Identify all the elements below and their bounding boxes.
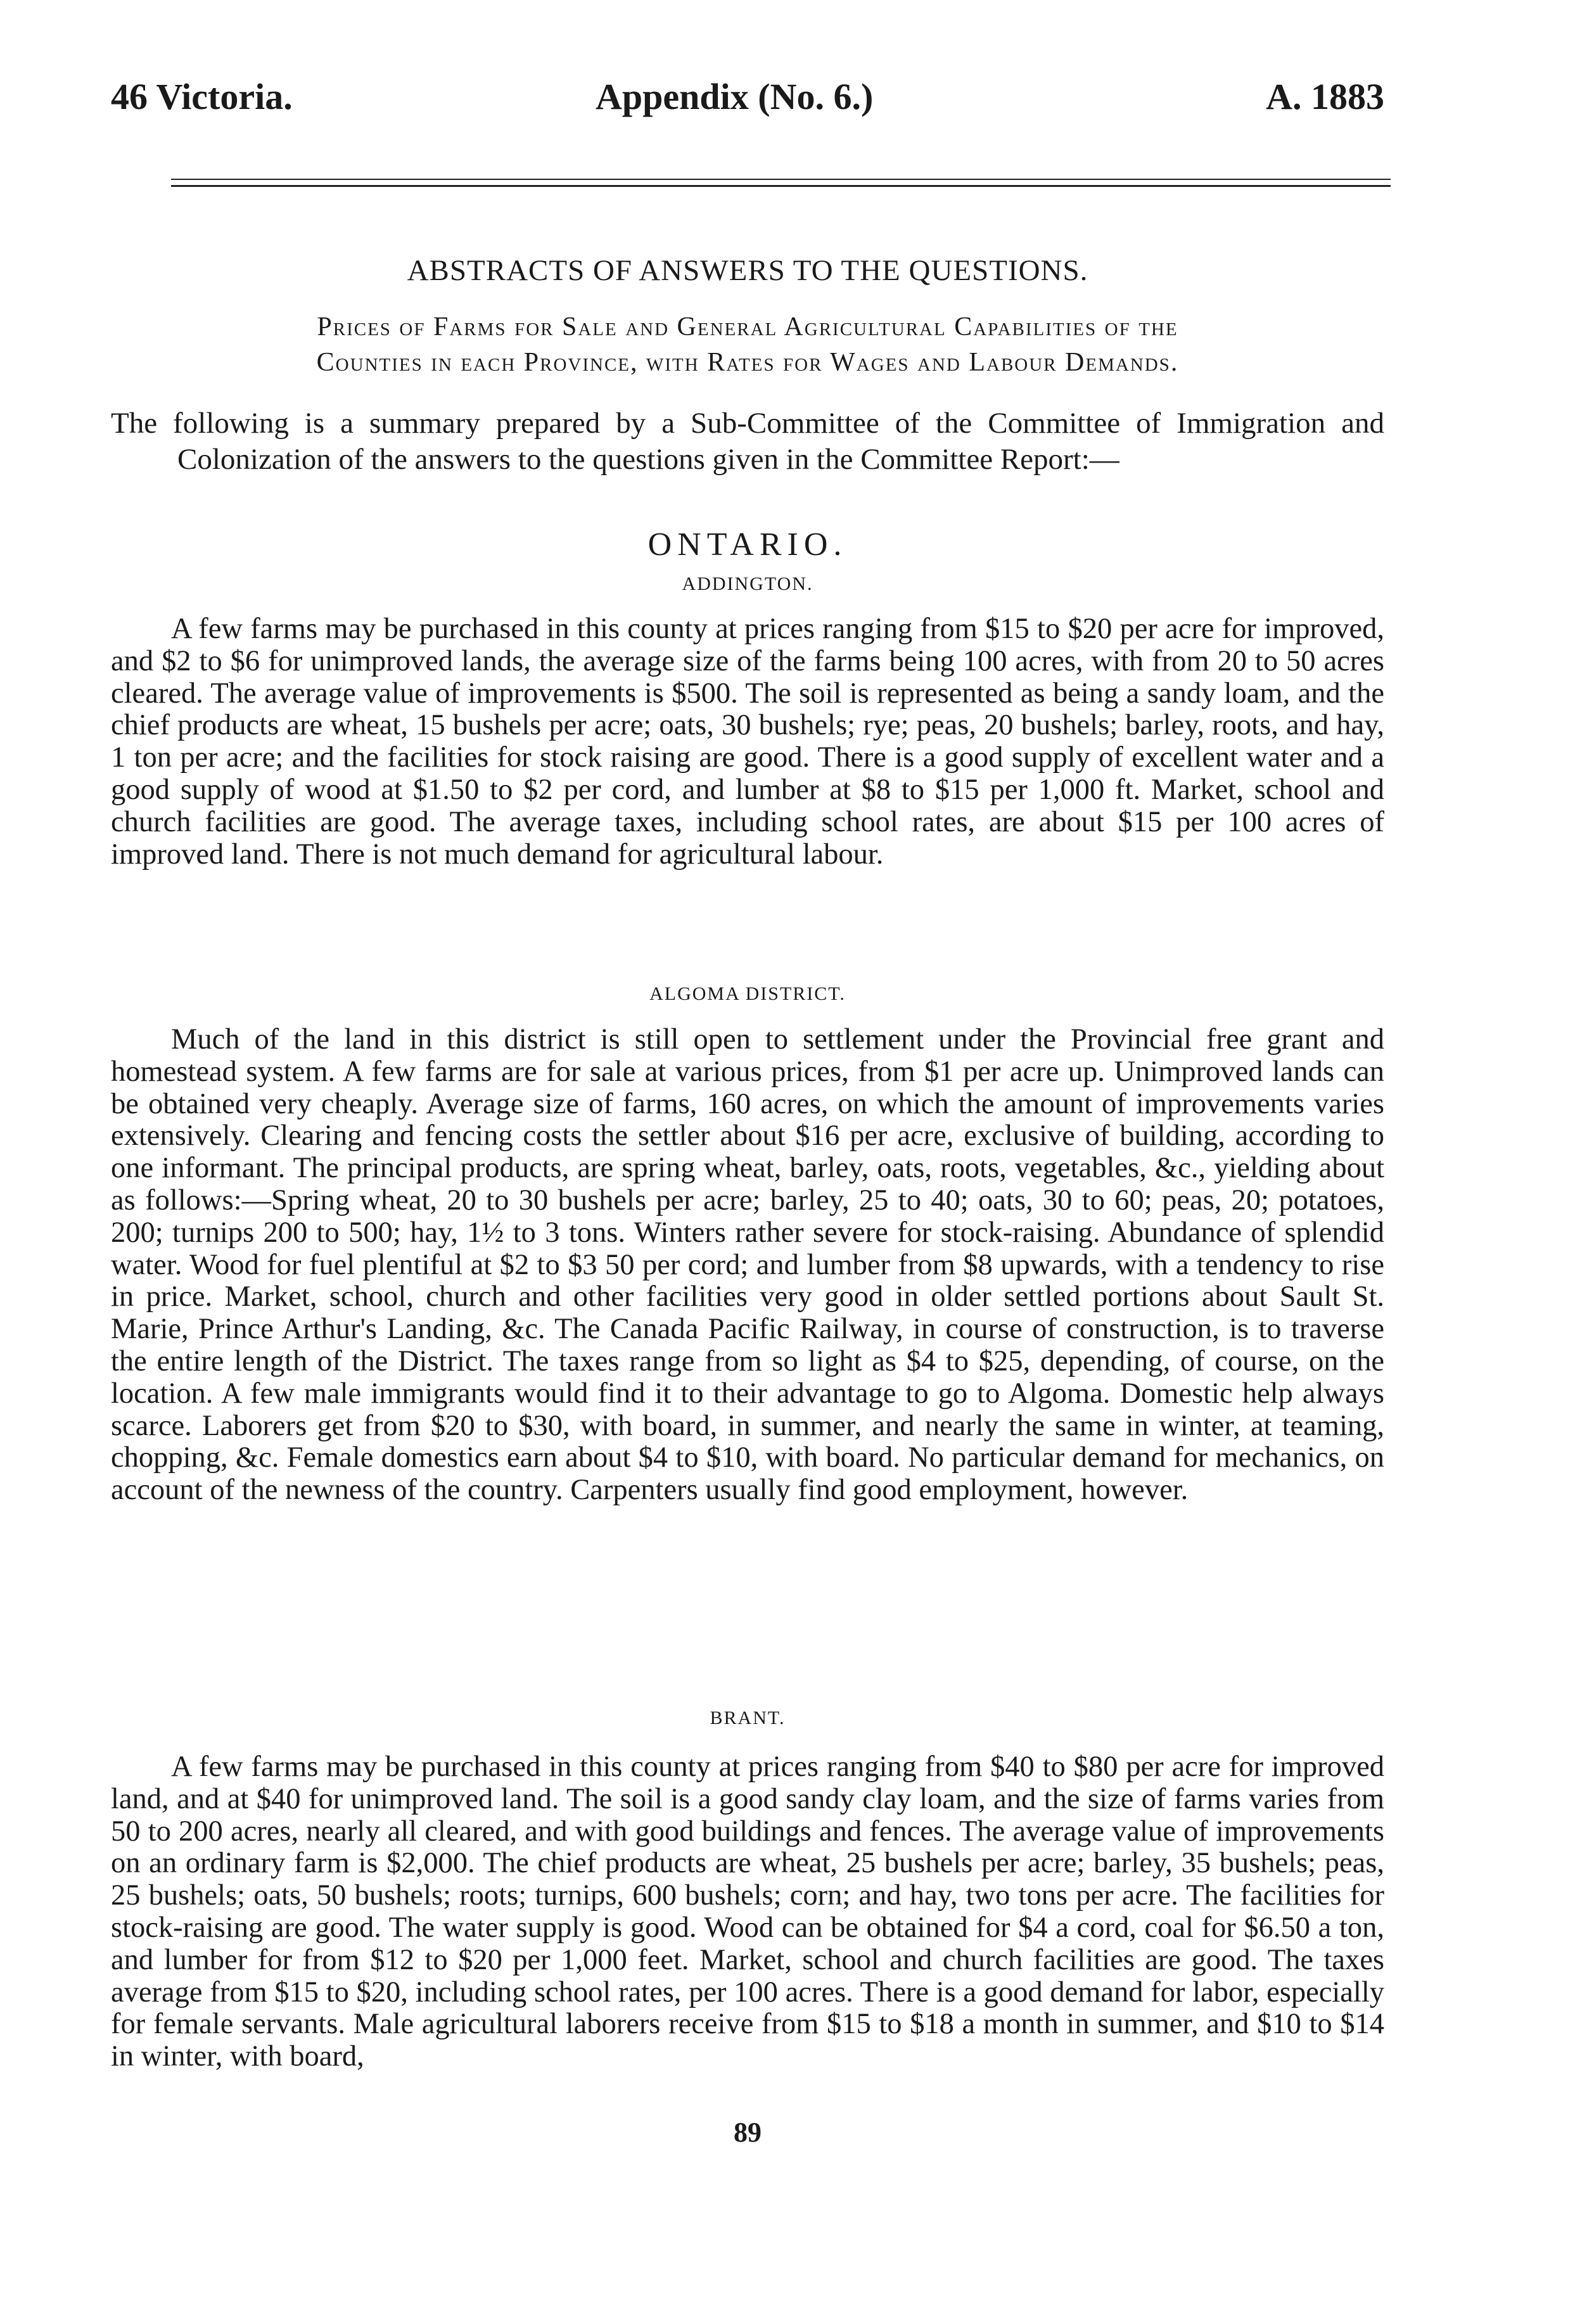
page-number: 89 (734, 2117, 762, 2148)
section-heading-addington: ADDINGTON. (682, 573, 813, 594)
section-text-algoma: Much of the land in this district is still open to settlement under the Provincial free grant and homestead system. A few farms are for sale at various prices, from $1 per acre up. Unimproved lands can be obtained very cheaply. Average size of farms, 160 acres, on which the amount of improvements varies extensively. Clearing and fencing costs the settler about $16 per acre, exclusive of building, according to one informant. The principal products, are spring wheat, barley, oats, roots, vegetables, &c., yielding about as follows:—Spring wheat, 20 to 30 bushels per acre; barley, 25 to 40; oats, 30 to 60; peas, 20; potatoes, 200; turnips 200 to 500; hay, 1½ to 3 tons. Winters rather severe for stock-raising. Abundance of splendid water. Wood for fuel plentiful at $2 to $3 50 per cord; and lumber from $8 upwards, with a tendency to rise in price. Market, school, church and other facilities very good in older settled portions about Sault St. Marie, Prince Arthur's Landing, &c. The Canada Pacific Railway, in course of construction, is to traverse the entire length of the District. The taxes range from so light as $4 to $25, depending, of course, on the location. A few male immigrants would find it to their advantage to go to Algoma. Domestic help always scarce. Laborers get from $20 to $30, with board, in summer, and nearly the same in winter, at teaming, chopping, &c. Female domestics earn about $4 to $10, with board. No particular demand for mechanics, on account of the newness of the country. Carpenters usually find good employment, however. (111, 1023, 1384, 1507)
header-session: 46 Victoria. (111, 76, 293, 117)
section-heading-brant: BRANT. (710, 1708, 786, 1728)
intro-paragraph: The following is a summary prepared by a Sub-Committee of the Committee of Immigration and Colonization of the answers to the questions given in the Committee Report:— (111, 407, 1384, 476)
section-text-addington: A few farms may be purchased in this county at prices ranging from $15 to $20 per acre for improved, and $2 to $6 for unimproved lands, the average size of the farms being 100 acres, with from 20 to 50 acres cleared. The average value of improvements is $500. The soil is represented as being a sandy loam, and the chief products are wheat, 15 bushels per acre; oats, 30 bushels; rye; peas, 20 bushels; barley, roots, and hay, 1 ton per acre; and the facilities for stock raising are good. There is a good supply of excellent water and a good supply of wood at $1.50 to $2 per cord, and lumber at $8 to $15 per 1,000 ft. Market, school and church facilities are good. The average taxes, including school rates, are about $15 per 100 acres of improved land. There is not much demand for agricultural labour. (111, 613, 1384, 871)
header-rule-thin (171, 179, 1391, 180)
section-heading-algoma: ALGOMA DISTRICT. (649, 983, 846, 1004)
page-subtitle (111, 309, 1384, 380)
header-year: A. 1883 (1266, 76, 1384, 117)
header-rule-thick (171, 185, 1391, 187)
running-head (111, 75, 1384, 119)
section-text-brant: A few farms may be purchased in this county at prices ranging from $40 to $80 per acre for improved land, and at $40 for unimproved land. The soil is a good sandy clay loam, and the size of farms varies from 50 to 200 acres, nearly all cleared, and with good buildings and fences. The average value of improvements on an ordinary farm is $2,000. The chief products are wheat, 25 bushels per acre; barley, 35 bushels; peas, 25 bushels; oats, 50 bushels; roots; turnips, 600 bushels; corn; and hay, two tons per acre. The facilities for stock-raising are good. The water supply is good. Wood can be obtained for $4 a cord, coal for $6.50 a ton, and lumber for from $12 to $20 per 1,000 feet. Market, school and church facilities are good. The taxes average from $15 to $20, including school rates, per 100 acres. There is a good demand for labor, especially for female servants. Male agricultural laborers receive from $15 to $18 a month in summer, and $10 to $14 in winter, with board, (111, 1751, 1384, 2073)
page-title: ABSTRACTS OF ANSWERS TO THE QUESTIONS. (407, 254, 1088, 287)
header-appendix: Appendix (No. 6.) (596, 76, 874, 117)
subtitle-line-2: Counties in each Province, with Rates for Wages and Labour Demands. (316, 348, 1179, 377)
province-heading: ONTARIO. (647, 527, 848, 563)
subtitle-line-1: Prices of Farms for Sale and General Agricultural Capabilities of the (317, 312, 1178, 342)
